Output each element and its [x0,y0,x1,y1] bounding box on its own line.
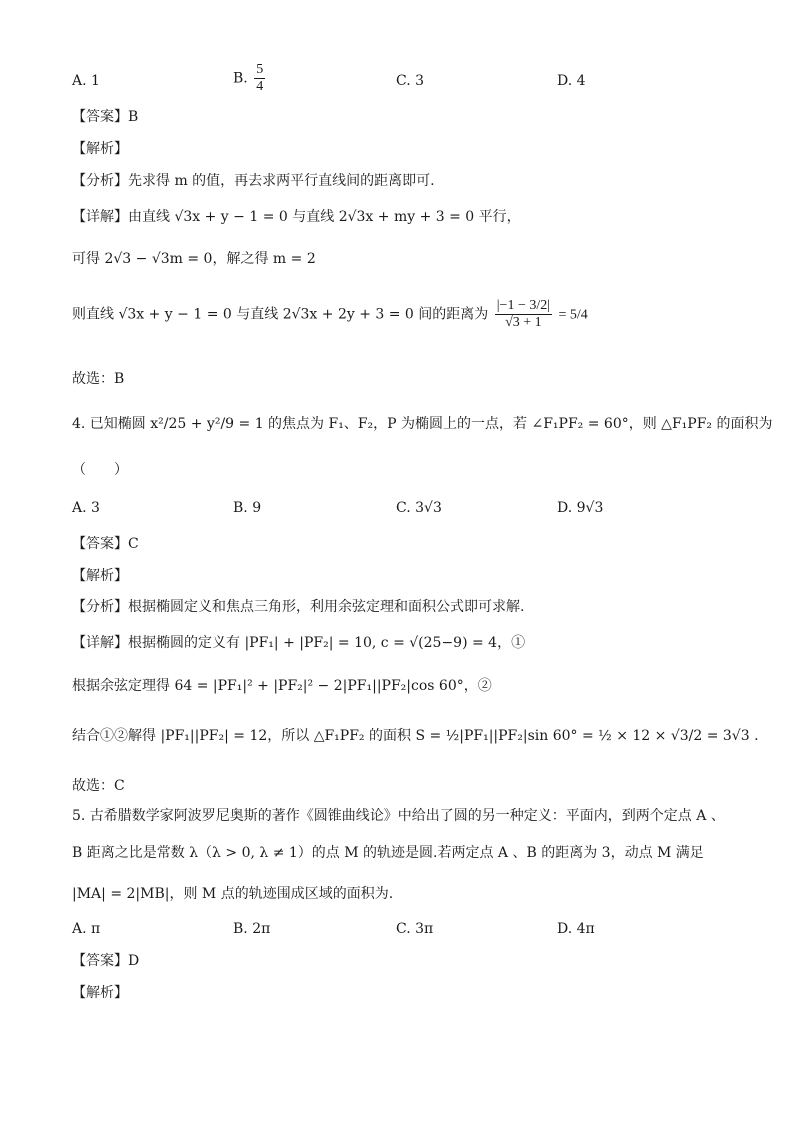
q4-conclusion: 故选：C [72,778,125,794]
q4-option-a: A. 3 [72,500,100,516]
q4-fenxi: 【分析】根据椭圆定义和焦点三角形，利用余弦定理和面积公式即可求解. [72,599,525,615]
q4-xiangjie-line1: 【详解】根据椭圆的定义有 |PF₁| + |PF₂| = 10, c = √(25−9) = 4，① [72,635,526,651]
q5-option-a: A. π [72,921,101,937]
q4-analysis-heading: 【解析】 [72,568,128,584]
q3-option-a: A. 1 [72,73,100,89]
q3-option-d: D. 4 [557,73,586,89]
q4-paren: （ ） [72,462,128,478]
q3-conclusion: 故选：B [72,371,125,387]
q3-xiangjie-line1: 【详解】由直线 √3x + y − 1 = 0 与直线 2√3x + my + 3 = 0 平行， [72,209,521,225]
q5-stem-line2: B 距离之比是常数 λ（λ > 0, λ ≠ 1）的点 M 的轨迹是圆.若两定点 A 、B 的距离为 3，动点 M 满足 [72,845,704,861]
q3-distance-fraction: $\frac{|-1 - 3/2|}{√3 + 1}$ [496,298,551,330]
q5-option-c: C. 3π [396,921,434,937]
q3-option-b-fraction: $\frac{5}{4}$ [256,62,264,94]
q5-option-b: B. 2π [233,921,271,937]
q3-fenxi: 【分析】先求得 m 的值，再去求两平行直线间的距离即可. [72,173,435,189]
q4-answer: 【答案】C [72,536,139,552]
q3-option-b [233,62,267,95]
q3-option-c: C. 3 [396,73,425,89]
q5-stem-line3: |MA| = 2|MB|，则 M 点的轨迹围成区域的面积为. [72,886,394,902]
q4-stem: 4. 已知椭圆 x²/25 + y²/9 = 1 的焦点为 F₁、F₂，P 为椭圆上的一点，若 ∠F₁PF₂ = 60°，则 △F₁PF₂ 的面积为 [72,416,773,432]
q4-xiangjie-line3: 结合①②解得 |PF₁||PF₂| = 12，所以 △F₁PF₂ 的面积 S = ½|PF₁||PF₂|sin 60° = ½ × 12 × √3/2 = 3√3 . [72,728,759,744]
q4-option-c: C. 3√3 [396,500,442,516]
q3-analysis-heading: 【解析】 [72,141,128,157]
q3-xiangjie-line3: 则直线 √3x + y − 1 = 0 与直线 2√3x + 2y + 3 = 0 间的距离为 $\frac{|-1 - 3/2|}{√3 + 1}$ = 5/4 [72,298,588,330]
q4-option-b: B. 9 [233,500,262,516]
q3-option-b-label: B. [233,70,248,87]
q5-stem-line1: 5. 古希腊数学家阿波罗尼奥斯的著作《圆锥曲线论》中给出了圆的另一种定义：平面内，到两个定点 A 、 [72,808,725,824]
q5-option-d: D. 4π [557,921,595,937]
q5-analysis-heading: 【解析】 [72,985,128,1001]
q4-option-d: D. 9√3 [557,500,604,516]
q3-xiangjie-line2: 可得 2√3 − √3m = 0，解之得 m = 2 [72,251,316,267]
q5-answer: 【答案】D [72,953,140,969]
q3-answer: 【答案】B [72,109,139,125]
q4-xiangjie-line2: 根据余弦定理得 64 = |PF₁|² + |PF₂|² − 2|PF₁||PF₂|cos 60°，② [72,678,492,694]
